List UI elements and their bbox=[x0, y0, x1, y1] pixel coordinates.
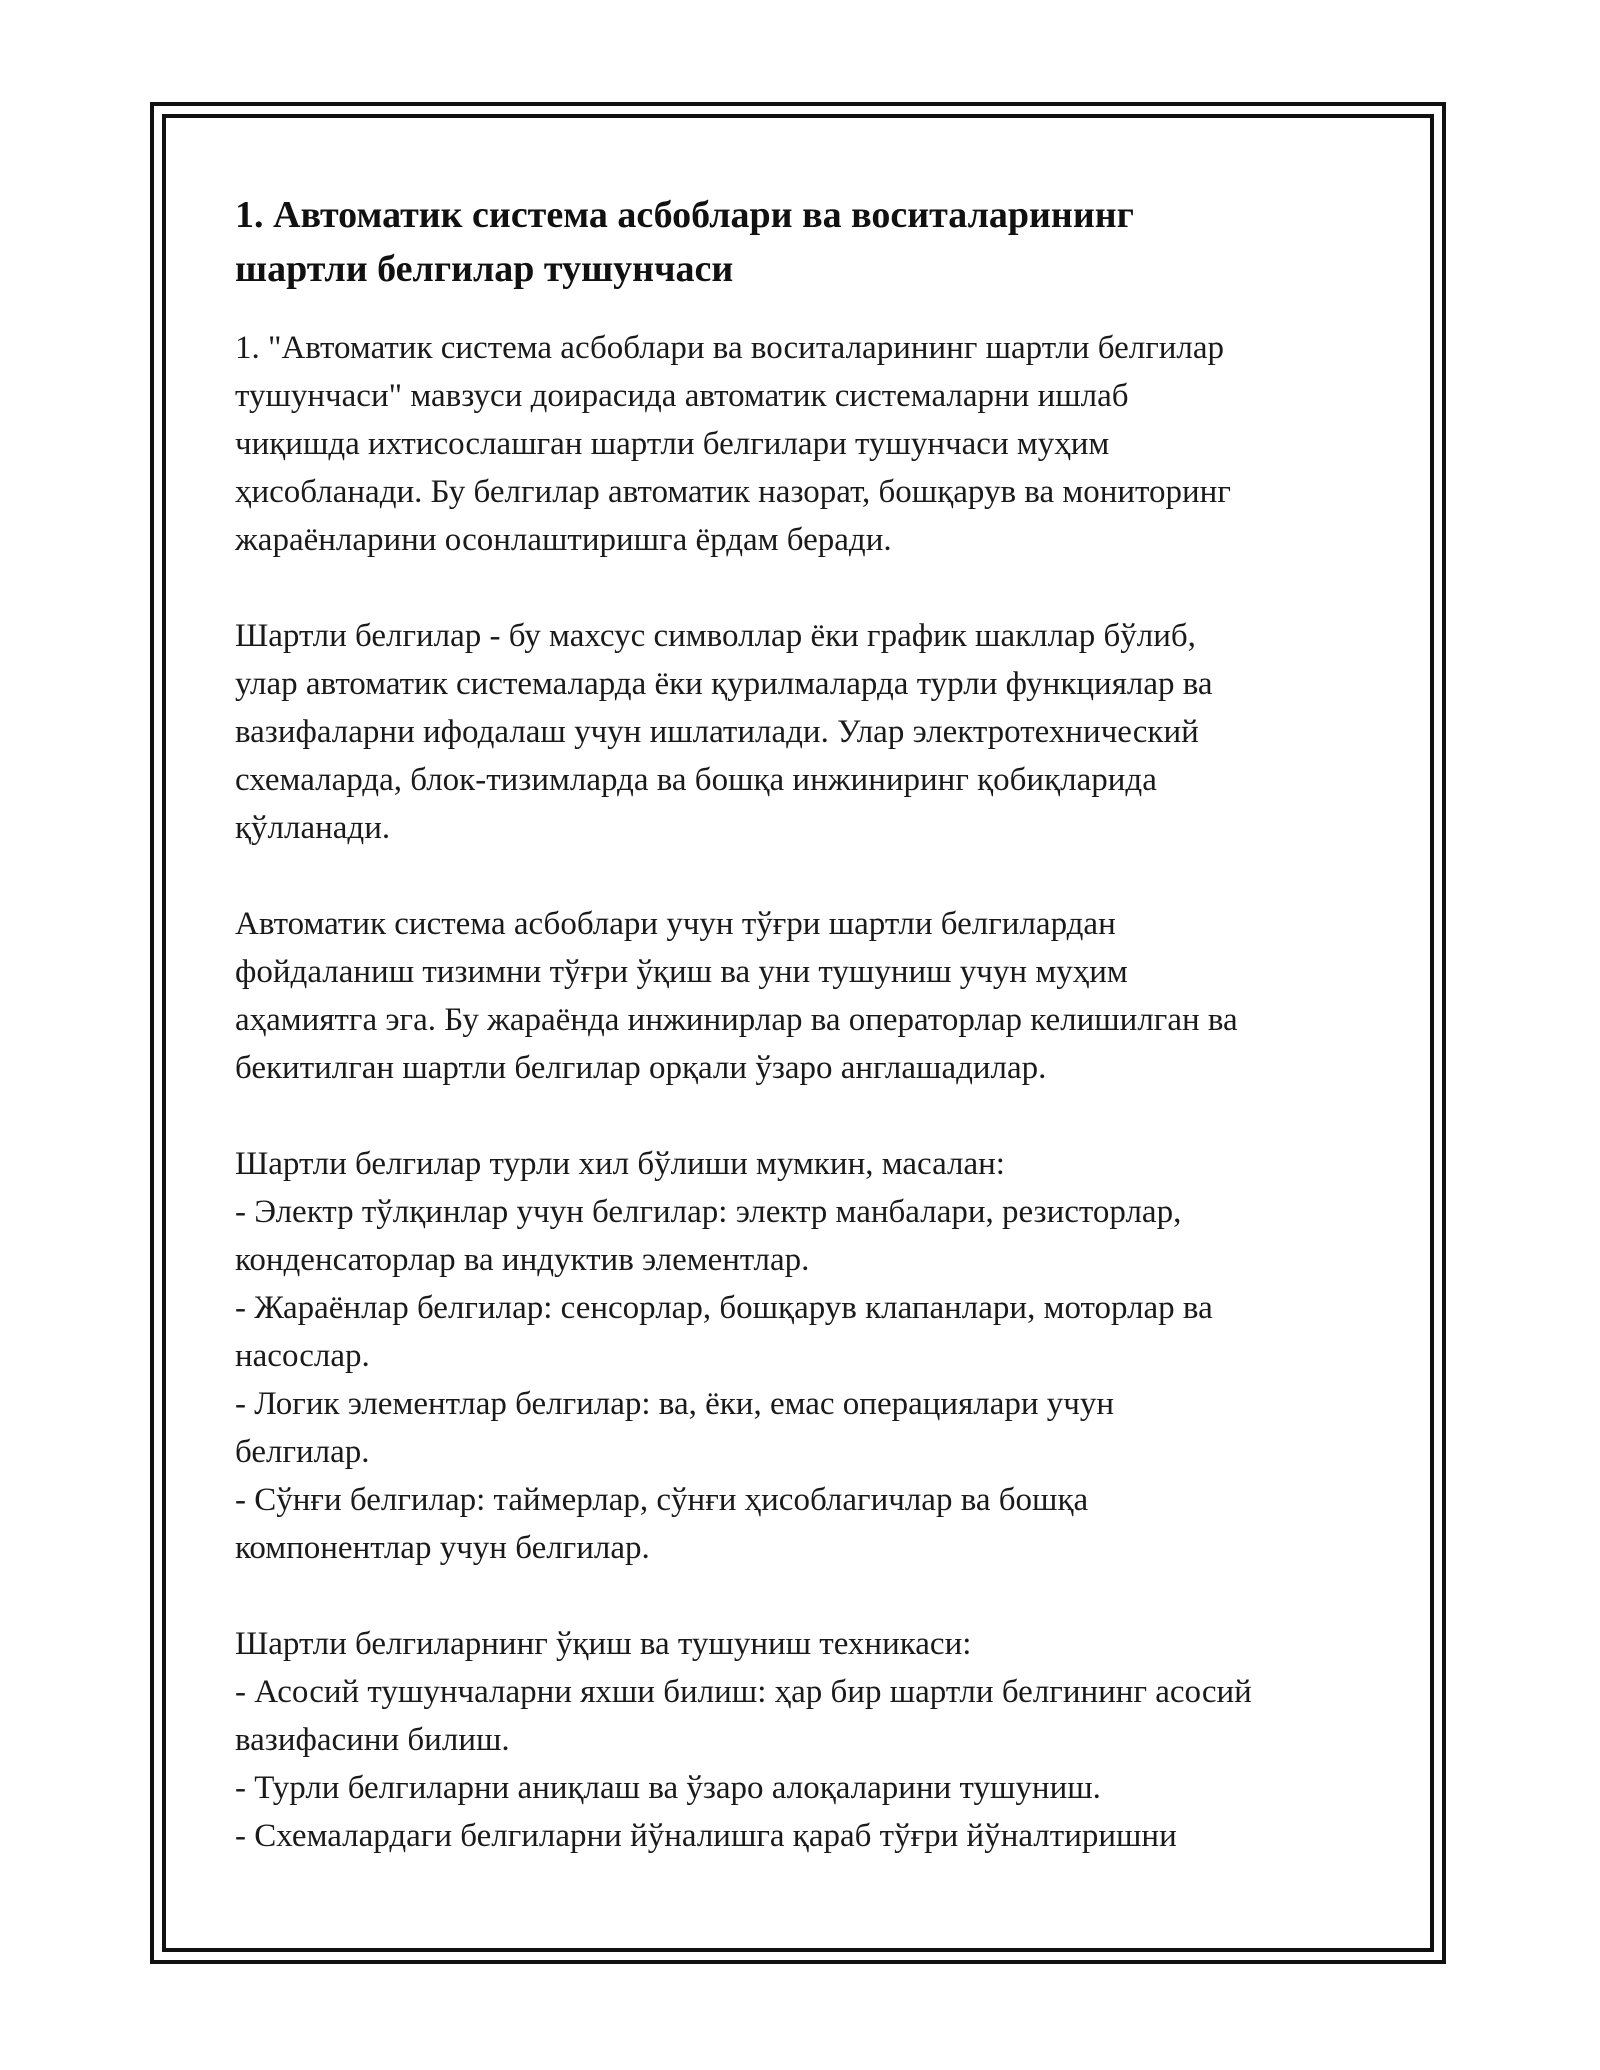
list-item: - Схемалардаги белгиларни йўналишга қараб тўғри йўналтиришни bbox=[235, 1818, 1177, 1854]
text-line: вазифаларни ифодалаш учун ишлатилади. Улар электротехнический bbox=[235, 714, 1199, 750]
list-item: - Логик элементлар белгилар: ва, ёки, емас операциялари учун bbox=[235, 1386, 1115, 1422]
text-line: чиқишда ихтисослашган шартли белгилари тушунчаси муҳим bbox=[235, 426, 1110, 462]
text-line: Шартли белгилар - бу махсус символлар ёки график шакллар бўлиб, bbox=[235, 618, 1196, 654]
paragraph-importance bbox=[235, 900, 1385, 1092]
text-line: улар автоматик системаларда ёки қурилмаларда турли функциялар ва bbox=[235, 666, 1213, 702]
text-line: бекитилган шартли белгилар орқали ўзаро англашадилар. bbox=[235, 1050, 1047, 1086]
paragraph-definition bbox=[235, 612, 1385, 852]
list-item: компонентлар учун белгилар. bbox=[235, 1530, 650, 1566]
paragraphs bbox=[235, 324, 1385, 1860]
text-line: қўлланади. bbox=[235, 810, 391, 846]
text-line: Шартли белгиларнинг ўқиш ва тушуниш техникаси: bbox=[235, 1626, 972, 1662]
text-line: жараёнларини осонлаштиришга ёрдам беради. bbox=[235, 522, 892, 558]
list-item: - Электр тўлқинлар учун белгилар: электр манбалари, резисторлар, bbox=[235, 1194, 1182, 1230]
paragraph-intro bbox=[235, 324, 1385, 564]
list-item: конденсаторлар ва индуктив элементлар. bbox=[235, 1242, 810, 1278]
paragraph-reading-technique bbox=[235, 1620, 1385, 1860]
text-line: фойдаланиш тизимни тўғри ўқиш ва уни тушуниш учун муҳим bbox=[235, 954, 1128, 990]
text-line: аҳамиятга эга. Бу жараёнда инжинирлар ва операторлар келишилган ва bbox=[235, 1002, 1238, 1038]
text-line: Автоматик система асбоблари учун тўғри шартли белгилардан bbox=[235, 906, 1116, 942]
list-item: - Турли белгиларни аниқлаш ва ўзаро алоқаларини тушуниш. bbox=[235, 1770, 1101, 1806]
title-line: шартли белгилар тушунчаси bbox=[235, 248, 734, 290]
text-line: 1. "Автоматик система асбоблари ва воситаларининг шартли белгилар bbox=[235, 330, 1225, 366]
list-item: - Асосий тушунчаларни яхши билиш: ҳар бир шартли белгининг асосий bbox=[235, 1674, 1252, 1710]
list-item: вазифасини билиш. bbox=[235, 1722, 510, 1758]
list-item: насослар. bbox=[235, 1338, 370, 1374]
page-title bbox=[235, 188, 1385, 296]
list-item: - Сўнғи белгилар: таймерлар, сўнғи ҳисоблагичлар ва бошқа bbox=[235, 1482, 1089, 1518]
text-line: Шартли белгилар турли хил бўлиши мумкин, масалан: bbox=[235, 1146, 1005, 1182]
text-line: схемаларда, блок-тизимларда ва бошқа инжиниринг қобиқларида bbox=[235, 762, 1157, 798]
list-item: - Жараёнлар белгилар: сенсорлар, бошқарув клапанлари, моторлар ва bbox=[235, 1290, 1213, 1326]
text-line: ҳисобланади. Бу белгилар автоматик назорат, бошқарув ва мониторинг bbox=[235, 474, 1231, 510]
title-line: 1. Автоматик система асбоблари ва воситаларининг bbox=[235, 194, 1134, 236]
text-line: тушунчаси" мавзуси доирасида автоматик системаларни ишлаб bbox=[235, 378, 1129, 414]
list-item: белгилар. bbox=[235, 1434, 370, 1470]
paragraph-types-list bbox=[235, 1140, 1385, 1572]
document-body bbox=[235, 188, 1385, 1860]
